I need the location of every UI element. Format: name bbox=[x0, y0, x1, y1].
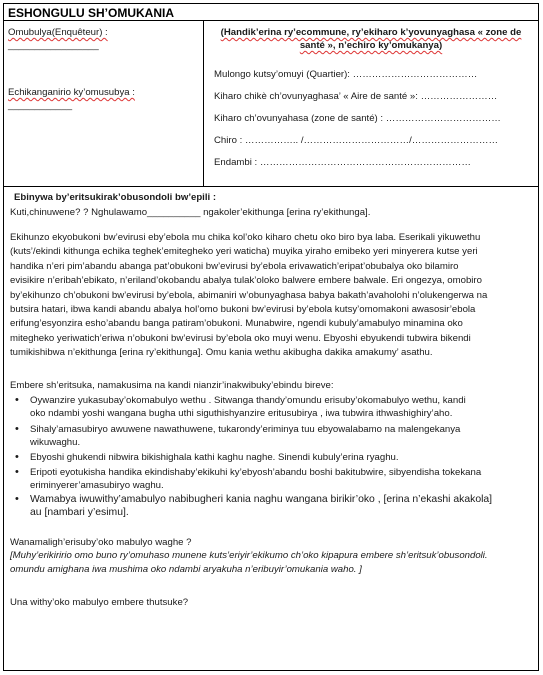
section-heading: Ebinywa by’eritsukirak’obusondoli bw’epili : bbox=[14, 192, 217, 203]
question-agree: Wanamaligh’erisuby’oko mabulyo waghe ? bbox=[10, 537, 192, 548]
zone-de-sante-field[interactable]: Kiharo ch’ovunyahasa (zone de santé) : ……………………………… bbox=[214, 113, 501, 124]
question-any-questions: Una withy’oko mabulyo embere thutsuke? bbox=[10, 597, 189, 608]
interviewer-note-line1: [Muhy’erikiririo omo buno ry’omuhaso munene kuts’eriyir’ekikumo ch’oko kipapura embere sh’eritsuk’obusondoli. bbox=[10, 550, 488, 561]
location-heading-line1: (Handik’erina ry’ecommune, ry’ekiharo k’yovunyaghasa « zone de bbox=[220, 27, 522, 38]
bullet-item: • Eripoti eyotukisha handika ekindishaby’ekikuhi ky’ebyosh’abandu boshi bakitubwire, sibyendisha tokekana eriminyerer’amasubiryo waghu. bbox=[15, 466, 482, 492]
intro-line: Ekihunzo ekyobukoni bw’evirusi eby’ebola mu chika kol’oko kiharo chetu oko biro bya laba. Eserikali yikuwethu bbox=[10, 232, 481, 243]
bullet-dot: • bbox=[15, 466, 19, 478]
interviewer-note-line2: omundu amighana iwa mushima oko ndambi aryakuha n’eribuyir’omukania waho. ] bbox=[10, 564, 362, 575]
header-table bbox=[4, 21, 538, 187]
bullet-item: • Ebyoshi ghukendi nibwira bikishighala kathi kaghu naghe. Sinendi kubuly’erina ryaghu. bbox=[15, 451, 399, 463]
intro-line: tumikishibwa n’ekithunga [erina ry’ekithunga]. Omu kania wethu akibugha dakika amakumy’ asathu. bbox=[10, 347, 433, 359]
consent-form bbox=[3, 3, 539, 671]
aire-de-sante-field[interactable]: Kiharo chikè ch’ovunyaghasa’ « Aire de santé »: …………………… bbox=[214, 91, 498, 102]
location-cell bbox=[204, 21, 538, 187]
intro-paragraph bbox=[10, 231, 534, 361]
intro-line: by’ekihunzo ch’obukoni bw’evirusi by’ebola, abimaniri w’obunyaghasa babya bakath’avaholohi n’olukengerwa na bbox=[10, 289, 488, 301]
quartier-field[interactable]: Mulongo kutsy’omuyi (Quartier): ………………………………… bbox=[214, 69, 478, 80]
time-field[interactable]: Endambi : ………………………………………………………… bbox=[214, 157, 471, 168]
bullet-item: • Wamabya iwuwithy’amabulyo nabibugheri kania naghu wangana birikir’oko , [erina n’ekashi akakola] au [nambari y’esimu]. bbox=[15, 493, 493, 519]
intro-line: mitegheko yeriwatich’eriwa n’obukoni bw’evirusi by’ebola oko muyi wenu. Ebyoshi ebyukendi tubwira bikendi bbox=[10, 332, 471, 344]
form-title: ESHONGULU SH’OMUKANIA bbox=[8, 6, 175, 20]
intro-line: evisikire n’eribah’ebikato, n’eriland’okobandu abalya tulak’oloko balwere embere balwale. Eri ongezya, omobiro bbox=[10, 275, 482, 287]
intro-line: handika n’eri pim’abandu abanga pat’obukoni bw’evirusi by’ebola erivawatich’eripat’obubalya oko bilamiro bbox=[10, 260, 459, 272]
bullet-dot: • bbox=[15, 394, 19, 406]
interviewer-blank[interactable]: _________________ bbox=[8, 40, 99, 51]
greeting: Kuti,chinuwene? ? Nghulawamo__________ ngakoler’ekithunga [erina ry’ekithunga]. bbox=[10, 207, 371, 218]
location-heading bbox=[204, 26, 538, 52]
rules-intro: Embere sh’eritsuka, namakusima na kandi nianzir’inakwibuky’ebindu bireve: bbox=[10, 380, 334, 391]
bullet-item: • Sihaly’amasubiryo awuwene nawathuwene, tukarondy’eriminya tuu ebyowalabamo na malengekanya wikuwaghu. bbox=[15, 423, 461, 449]
supervisor-blank[interactable]: ____________ bbox=[8, 100, 73, 111]
bullet-dot: • bbox=[15, 423, 19, 435]
interviewer-label: Omubulya(Enquêteur) : bbox=[8, 27, 108, 38]
intro-line: (kuts’/ekindi kithunga echika teghek’emitegheko yeri waticha) muyika yiraho emibeko yeri minyerera kutse yeri bbox=[10, 246, 478, 258]
bullet-dot: • bbox=[15, 493, 19, 505]
bullet-item: • Oywanzire yukasubay’okomabulyo wethu . Sitwanga thandy’omundu erisuby’okomabulyo wethu, kandi oko ndambi yoshi wangana bugha uthi siguthishyanzire eritusubirya , iwa tubwira ithwashighiry’aho. bbox=[15, 394, 466, 420]
title-row bbox=[4, 4, 538, 21]
bullet-dot: • bbox=[15, 451, 19, 463]
intro-line: erifung’esyonzira esho’abandu banga patiram’obukoni. Munabwire, ngendi kubuly’amabulyo minamina oko bbox=[10, 318, 463, 330]
date-field[interactable]: Chiro : …………….. /……………………………/……………………… bbox=[214, 135, 499, 146]
supervisor-label: Echikanganirio ky’omusubya : bbox=[8, 87, 135, 98]
interviewer-cell bbox=[4, 21, 204, 187]
location-heading-line2: santé », n’echiro ky’omukanya) bbox=[299, 40, 443, 51]
intro-line: butsira hatari, ibwa kandi abandu abalya hol’omo bukoni bw’evirusi by’ebola kutsy’omomakoni awasosir’ebola bbox=[10, 304, 476, 316]
